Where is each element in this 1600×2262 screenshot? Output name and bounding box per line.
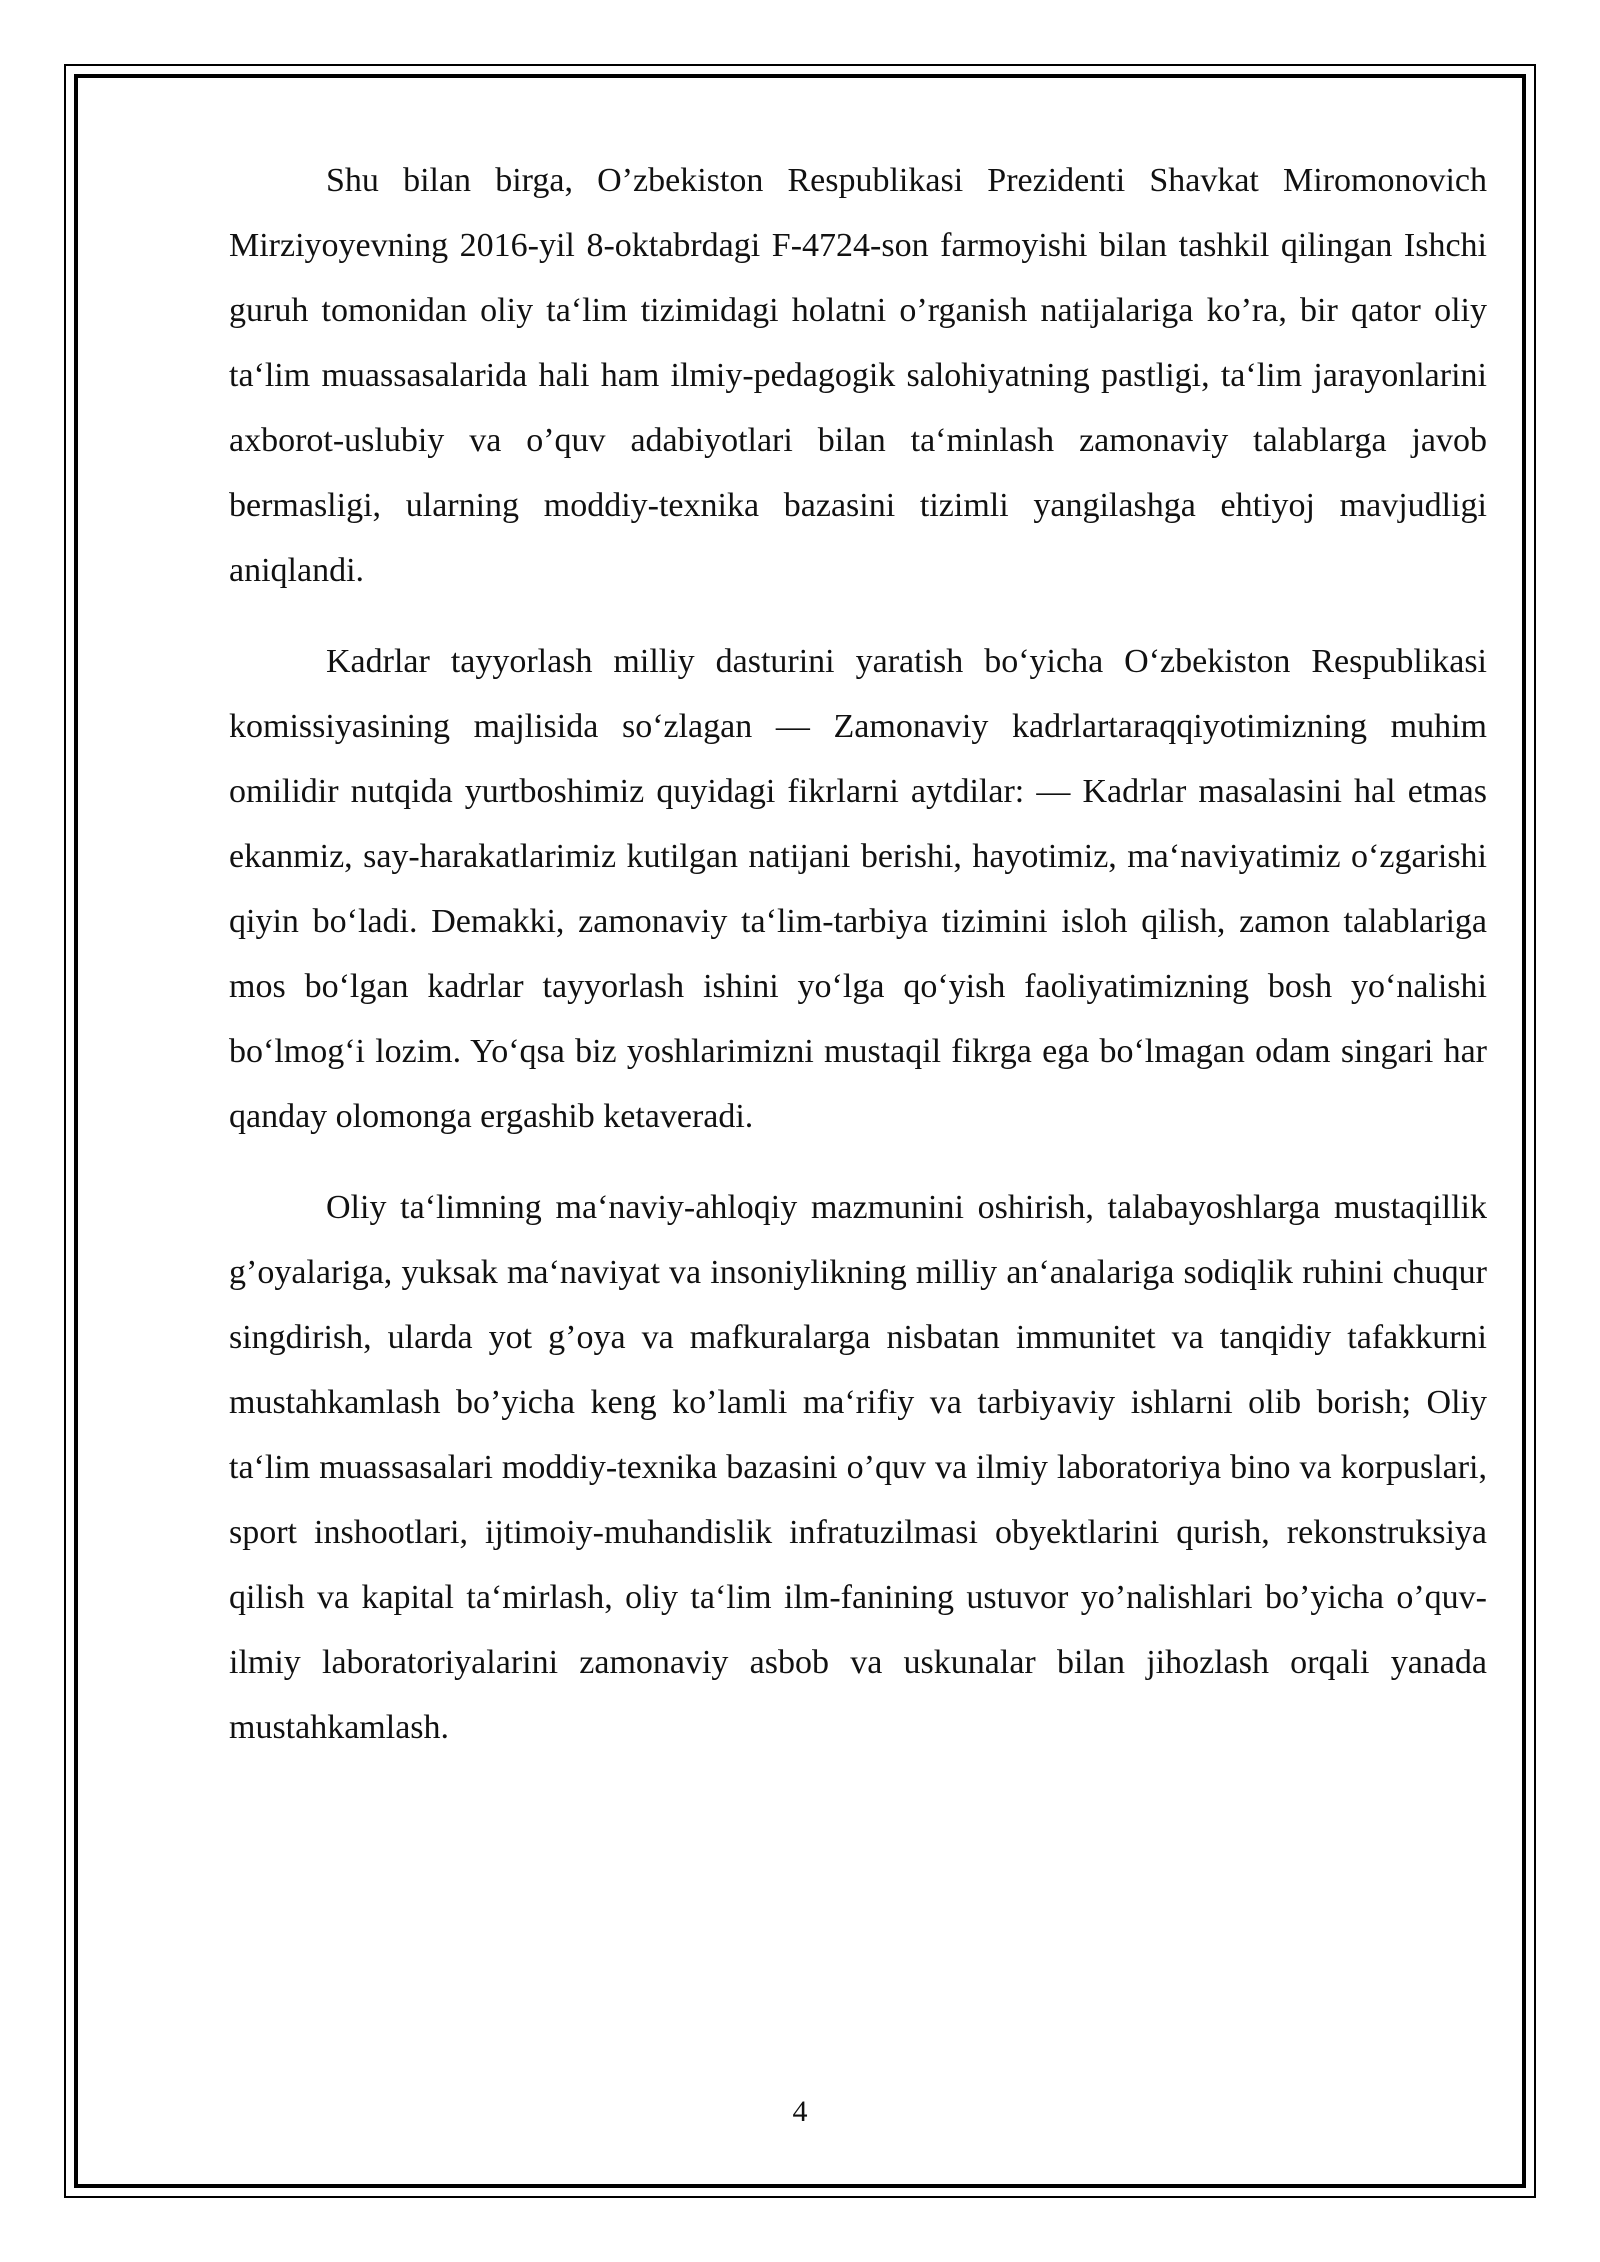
paragraph-2: Kadrlar tayyorlash milliy dasturini yaratish bo‘yicha O‘zbekiston Respublikasi komissiyasining majlisida so‘zlagan — Zamonaviy kadrlartaraqqiyotimizning muhim omilidir nutqida yurtboshimiz quyidagi fikrlarni aytdilar: — Kadrlar masalasini hal etmas ekanmiz, say-harakatlarimiz kutilgan natijani berishi, hayotimiz, ma‘naviyatimiz o‘zgarishi qiyin bo‘ladi. Demakki, zamonaviy ta‘lim-tarbiya tizimini isloh qilish, zamon talablariga mos bo‘lgan kadrlar tayyorlash ishini yo‘lga qo‘yish faoliyatimizning bosh yo‘nalishi bo‘lmog‘i lozim. Yo‘qsa biz yoshlarimizni mustaqil fikrga ega bo‘lmagan odam singari har qanday olomonga ergashib ketaveradi. — [229, 643, 1487, 1135]
document-body — [229, 148, 1487, 1786]
paragraph-3: Oliy ta‘limning ma‘naviy-ahloqiy mazmunini oshirish, talabayoshlarga mustaqillik g’oyalariga, yuksak ma‘naviyat va insoniylikning milliy an‘analariga sodiqlik ruhini chuqur singdirish, ularda yot g’oya va mafkuralarga nisbatan immunitet va tanqidiy tafakkurni mustahkamlash bo’yicha keng ko’lamli ma‘rifiy va tarbiyaviy ishlarni olib borish; Oliy ta‘lim muassasalari moddiy-texnika bazasini o’quv va ilmiy laboratoriya bino va korpuslari, sport inshootlari, ijtimoiy-muhandislik infratuzilmasi obyektlarini qurish, rekonstruksiya qilish va kapital ta‘mirlash, oliy ta‘lim ilm-fanining ustuvor yo’nalishlari bo’yicha o’quv-ilmiy laboratoriyalarini zamonaviy asbob va uskunalar bilan jihozlash orqali yanada mustahkamlash. — [229, 1189, 1487, 1746]
page-number: 4 — [792, 2095, 808, 2128]
paragraph-1: Shu bilan birga, O’zbekiston Respublikasi Prezidenti Shavkat Miromonovich Mirziyoyevning 2016-yil 8-oktabrdagi F-4724-son farmoyishi bilan tashkil qilingan Ishchi guruh tomonidan oliy ta‘lim tizimidagi holatni o’rganish natijalariga ko’ra, bir qator oliy ta‘lim muassasalarida hali ham ilmiy-pedagogik salohiyatning pastligi, ta‘lim jarayonlarini axborot-uslubiy va o’quv adabiyotlari bilan ta‘minlash zamonaviy talablarga javob bermasligi, ularning moddiy-texnika bazasini tizimli yangilashga ehtiyoj mavjudligi aniqlandi. — [229, 162, 1487, 589]
